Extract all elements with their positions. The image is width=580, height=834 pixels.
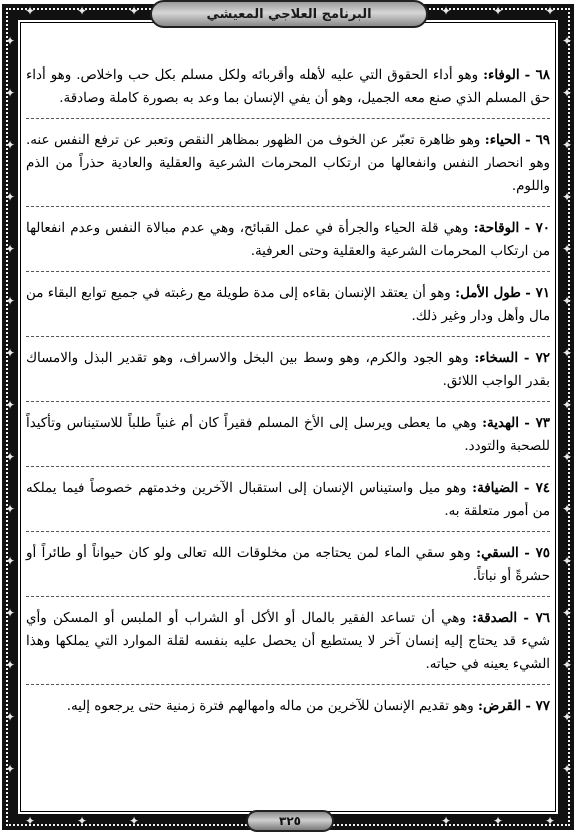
definition-entry bbox=[26, 217, 550, 272]
entry-term: السخاء: bbox=[474, 350, 519, 366]
entry-term: الوفاء: bbox=[483, 67, 520, 83]
page-number-badge bbox=[246, 810, 334, 832]
star-ornament-icon: ✦ bbox=[561, 762, 573, 776]
star-ornament-icon: ✦ bbox=[544, 4, 556, 18]
entry-text: وهو ظاهرة تعبّر عن الخوف من الظهور بمظاهر النقص وتعبر عن ترفع النفس عنه. وهو انحصار النفس وانفعالها من ارتكاب المحرمات الشرعية والعقلية والعادية حذراً من الذم واللوم. bbox=[26, 133, 550, 194]
star-ornament-icon: ✦ bbox=[492, 4, 504, 18]
star-ornament-icon: ✦ bbox=[4, 242, 16, 256]
star-ornament-icon: ✦ bbox=[24, 814, 36, 828]
star-ornament-icon: ✦ bbox=[440, 4, 452, 18]
entry-number: ٧٦ - bbox=[523, 610, 550, 626]
definition-entry bbox=[26, 607, 550, 685]
entry-number: ٧٧ - bbox=[525, 698, 550, 714]
star-ornament-icon: ✦ bbox=[561, 294, 573, 308]
entry-text: وهو الجود والكرم، وهو وسط بين البخل والاسراف، وهو تقدير البذل والامساك بقدر الواجب اللائق. bbox=[26, 351, 550, 389]
star-ornament-icon: ✦ bbox=[4, 86, 16, 100]
star-ornament-icon: ✦ bbox=[561, 242, 573, 256]
entry-text: وهو أداء الحقوق التي عليه لأهله وأقربائه ولكل مسلم بكل حب واخلاص. وهو أداء حق المسلم الذي صنع معه الجميل، وهو أن يفي الإنسان بما وعد به بصورة كاملة وصادقة. bbox=[26, 68, 550, 106]
star-ornament-icon: ✦ bbox=[4, 398, 16, 412]
entry-term: الوقاحة: bbox=[473, 220, 520, 236]
star-ornament-icon: ✦ bbox=[76, 814, 88, 828]
star-ornament-icon: ✦ bbox=[128, 814, 140, 828]
entry-term: الصدقة: bbox=[472, 610, 518, 626]
star-ornament-icon: ✦ bbox=[4, 294, 16, 308]
entry-term: السقي: bbox=[476, 545, 519, 561]
entry-number: ٧٢ - bbox=[523, 350, 550, 366]
entry-number: ٧٣ - bbox=[524, 415, 550, 431]
star-ornament-icon: ✦ bbox=[544, 814, 556, 828]
entry-number: ٧٥ - bbox=[524, 545, 550, 561]
star-ornament-icon: ✦ bbox=[4, 502, 16, 516]
entry-text: وهي قلة الحياء والجرأة في عمل القبائح، وهي عدم مبالاة النفس وعدم انفعالها من ارتكاب المحرمات الشرعية والعقلية وحتى العرفية. bbox=[26, 221, 550, 259]
star-ornament-icon: ✦ bbox=[561, 450, 573, 464]
entry-number: ٦٨ - bbox=[524, 67, 550, 83]
star-ornament-icon: ✦ bbox=[4, 450, 16, 464]
star-ornament-icon: ✦ bbox=[4, 554, 16, 568]
entry-text: وهي ما يعطى ويرسل إلى الأخ المسلم فقيراً كان أم غنياً طلباً للاستيناس وتأكيداً للصحبة والتودد. bbox=[26, 416, 550, 454]
entry-term: طول الأمل: bbox=[455, 285, 521, 301]
definition-entry bbox=[26, 129, 550, 207]
entry-term: الهدية: bbox=[482, 415, 519, 431]
star-ornament-icon: ✦ bbox=[128, 4, 140, 18]
page-body bbox=[26, 64, 550, 802]
star-ornament-icon: ✦ bbox=[24, 4, 36, 18]
entry-text: وهي أن تساعد الفقير بالمال أو الأكل أو الشراب أو الملبس أو المسكن وأي شيء قد يحتاج إليه إنسان آخر لا يستطيع أن يحصل عليه بنفسه لقلة الموارد التي يملكها وهذا الشيء يعينه في حياته. bbox=[26, 611, 550, 672]
star-ornament-icon: ✦ bbox=[4, 710, 16, 724]
star-ornament-icon: ✦ bbox=[561, 86, 573, 100]
entry-text: وهو سقي الماء لمن يحتاجه من مخلوقات الله تعالى ولو كان حيواناً أو طائراً أو حشرةً أو نباتاً. bbox=[26, 546, 550, 584]
star-ornament-icon: ✦ bbox=[492, 814, 504, 828]
star-ornament-icon: ✦ bbox=[4, 190, 16, 204]
star-ornament-icon: ✦ bbox=[561, 346, 573, 360]
entry-number: ٧٤ - bbox=[523, 480, 550, 496]
running-header bbox=[150, 0, 428, 28]
star-ornament-icon: ✦ bbox=[4, 34, 16, 48]
entry-term: الحياء: bbox=[484, 132, 521, 148]
star-ornament-icon: ✦ bbox=[561, 398, 573, 412]
entry-text: وهو ميل واستيناس الإنسان إلى استقبال الآخرين وخدمتهم خصوصاً فيما يملكه من أمور متعلقة به. bbox=[26, 481, 550, 519]
page-number: ٣٢٥ bbox=[279, 814, 301, 828]
entry-number: ٦٩ - bbox=[525, 132, 550, 148]
definition-entry bbox=[26, 347, 550, 402]
definition-entry bbox=[26, 282, 550, 337]
definition-entry bbox=[26, 542, 550, 597]
star-ornament-icon: ✦ bbox=[4, 346, 16, 360]
definition-entry bbox=[26, 477, 550, 532]
star-ornament-icon: ✦ bbox=[561, 710, 573, 724]
star-ornament-icon: ✦ bbox=[561, 190, 573, 204]
entry-text: وهو تقديم الإنسان للآخرين من ماله وامهالهم فترة زمنية حتى يرجعوه إليه. bbox=[66, 699, 474, 714]
header-title: البرنامج العلاجي المعيشي bbox=[206, 6, 372, 22]
star-ornament-icon: ✦ bbox=[4, 762, 16, 776]
star-ornament-icon: ✦ bbox=[4, 606, 16, 620]
star-ornament-icon: ✦ bbox=[440, 814, 452, 828]
star-ornament-icon: ✦ bbox=[561, 502, 573, 516]
star-ornament-icon: ✦ bbox=[561, 554, 573, 568]
entry-number: ٧١ - bbox=[525, 285, 550, 301]
definition-entry bbox=[26, 695, 550, 726]
entry-term: القرض: bbox=[478, 698, 522, 714]
star-ornament-icon: ✦ bbox=[561, 658, 573, 672]
star-ornament-icon: ✦ bbox=[561, 34, 573, 48]
entry-text: وهو أن يعتقد الإنسان بقاءه إلى مدة طويلة مع رغبته في جميع توابع البقاء من مال وأهل ودار وغير ذلك. bbox=[26, 286, 550, 324]
definition-entry bbox=[26, 64, 550, 119]
star-ornament-icon: ✦ bbox=[561, 606, 573, 620]
entry-number: ٧٠ - bbox=[524, 220, 550, 236]
star-ornament-icon: ✦ bbox=[4, 138, 16, 152]
definition-entry bbox=[26, 412, 550, 467]
star-ornament-icon: ✦ bbox=[76, 4, 88, 18]
star-ornament-icon: ✦ bbox=[4, 658, 16, 672]
star-ornament-icon: ✦ bbox=[561, 138, 573, 152]
entry-term: الضيافة: bbox=[472, 480, 519, 496]
